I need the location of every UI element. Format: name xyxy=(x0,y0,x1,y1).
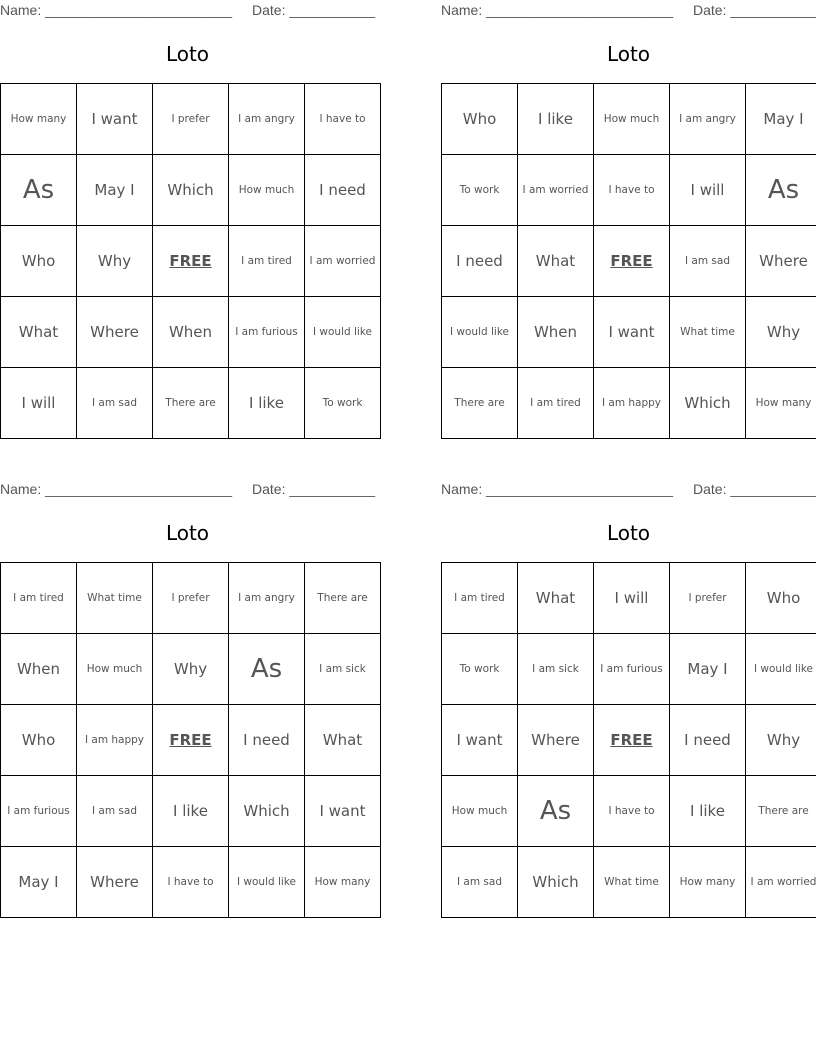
grid-row xyxy=(442,634,816,705)
grid-cell-i-am-furious: I am furious xyxy=(229,297,305,368)
grid-cell-what-time: What time xyxy=(77,563,153,634)
grid-cell-i-am-sad: I am sad xyxy=(77,776,153,847)
card-header xyxy=(0,2,375,20)
name-field-label: Name: ________________________ xyxy=(441,481,673,497)
grid-cell-i-am-worried: I am worried xyxy=(746,847,816,918)
grid-cell-there-are: There are xyxy=(746,776,816,847)
grid-cell-as: As xyxy=(1,155,77,226)
grid-cell-i-like: I like xyxy=(153,776,229,847)
grid-cell-what: What xyxy=(518,563,594,634)
grid-row xyxy=(442,297,816,368)
grid-cell-as: As xyxy=(746,155,816,226)
grid-cell-i-have-to: I have to xyxy=(305,84,381,155)
grid-cell-i-am-sick: I am sick xyxy=(305,634,381,705)
grid-cell-how-many: How many xyxy=(1,84,77,155)
grid-cell-who: Who xyxy=(746,563,816,634)
grid-cell-where: Where xyxy=(518,705,594,776)
grid-cell-i-am-sad: I am sad xyxy=(670,226,746,297)
grid-cell-i-am-sad: I am sad xyxy=(442,847,518,918)
grid-row xyxy=(442,847,816,918)
grid-row xyxy=(1,297,381,368)
grid-cell-why: Why xyxy=(153,634,229,705)
free-space-cell: FREE xyxy=(153,705,229,776)
card-title: Loto xyxy=(165,42,210,66)
free-space-cell: FREE xyxy=(594,705,670,776)
grid-cell-i-prefer: I prefer xyxy=(153,84,229,155)
grid-row xyxy=(1,226,381,297)
card-title: Loto xyxy=(165,521,210,545)
grid-row xyxy=(1,705,381,776)
grid-row xyxy=(1,368,381,439)
grid-cell-i-would-like: I would like xyxy=(746,634,816,705)
date-field-label: Date: ___________ xyxy=(252,2,375,18)
grid-cell-to-work: To work xyxy=(442,634,518,705)
grid-cell-i-am-angry: I am angry xyxy=(670,84,746,155)
date-field-label: Date: ___________ xyxy=(693,2,816,18)
grid-cell-i-will: I will xyxy=(594,563,670,634)
grid-cell-i-will: I will xyxy=(670,155,746,226)
grid-row xyxy=(1,155,381,226)
card-title: Loto xyxy=(606,42,651,66)
grid-cell-i-am-angry: I am angry xyxy=(229,84,305,155)
grid-cell-i-need: I need xyxy=(670,705,746,776)
grid-cell-i-would-like: I would like xyxy=(305,297,381,368)
grid-cell-may-i: May I xyxy=(77,155,153,226)
grid-cell-i-am-tired: I am tired xyxy=(442,563,518,634)
grid-cell-i-am-sick: I am sick xyxy=(518,634,594,705)
grid-cell-i-want: I want xyxy=(305,776,381,847)
grid-cell-i-want: I want xyxy=(77,84,153,155)
grid-cell-i-have-to: I have to xyxy=(594,776,670,847)
grid-cell-i-am-tired: I am tired xyxy=(229,226,305,297)
grid-cell-where: Where xyxy=(746,226,816,297)
name-field-label: Name: ________________________ xyxy=(0,481,232,497)
grid-cell-where: Where xyxy=(77,297,153,368)
grid-cell-may-i: May I xyxy=(670,634,746,705)
grid-cell-i-am-tired: I am tired xyxy=(1,563,77,634)
card-header xyxy=(0,481,375,499)
grid-cell-which: Which xyxy=(229,776,305,847)
grid-row xyxy=(442,84,816,155)
name-field-label: Name: ________________________ xyxy=(0,2,232,18)
grid-cell-i-am-happy: I am happy xyxy=(594,368,670,439)
grid-cell-i-like: I like xyxy=(229,368,305,439)
grid-row xyxy=(442,226,816,297)
grid-cell-i-prefer: I prefer xyxy=(670,563,746,634)
grid-cell-i-will: I will xyxy=(1,368,77,439)
grid-cell-i-am-worried: I am worried xyxy=(305,226,381,297)
date-field-label: Date: ___________ xyxy=(693,481,816,497)
grid-cell-how-much: How much xyxy=(229,155,305,226)
grid-cell-how-many: How many xyxy=(670,847,746,918)
grid-cell-how-much: How much xyxy=(594,84,670,155)
name-field-label: Name: ________________________ xyxy=(441,2,673,18)
grid-cell-how-many: How many xyxy=(305,847,381,918)
bingo-grid xyxy=(441,83,816,439)
grid-row xyxy=(1,847,381,918)
grid-cell-i-am-angry: I am angry xyxy=(229,563,305,634)
grid-cell-who: Who xyxy=(1,226,77,297)
grid-cell-how-many: How many xyxy=(746,368,816,439)
grid-cell-which: Which xyxy=(518,847,594,918)
grid-row xyxy=(442,563,816,634)
grid-cell-which: Which xyxy=(670,368,746,439)
grid-cell-i-prefer: I prefer xyxy=(153,563,229,634)
bingo-grid xyxy=(0,83,381,439)
grid-cell-i-need: I need xyxy=(229,705,305,776)
grid-cell-i-have-to: I have to xyxy=(153,847,229,918)
grid-cell-which: Which xyxy=(153,155,229,226)
grid-cell-why: Why xyxy=(746,705,816,776)
grid-cell-who: Who xyxy=(1,705,77,776)
grid-row xyxy=(442,368,816,439)
grid-cell-i-want: I want xyxy=(442,705,518,776)
grid-cell-what: What xyxy=(1,297,77,368)
grid-cell-when: When xyxy=(1,634,77,705)
grid-cell-what-time: What time xyxy=(594,847,670,918)
grid-cell-may-i: May I xyxy=(746,84,816,155)
bingo-grid xyxy=(441,562,816,918)
grid-cell-i-like: I like xyxy=(518,84,594,155)
grid-cell-i-am-happy: I am happy xyxy=(77,705,153,776)
grid-cell-what: What xyxy=(518,226,594,297)
grid-cell-i-need: I need xyxy=(442,226,518,297)
card-header xyxy=(441,2,816,20)
grid-cell-i-have-to: I have to xyxy=(594,155,670,226)
bingo-grid xyxy=(0,562,381,918)
grid-cell-i-am-sad: I am sad xyxy=(77,368,153,439)
grid-cell-when: When xyxy=(518,297,594,368)
grid-cell-i-like: I like xyxy=(670,776,746,847)
grid-cell-i-am-furious: I am furious xyxy=(1,776,77,847)
grid-row xyxy=(1,563,381,634)
grid-cell-as: As xyxy=(518,776,594,847)
grid-cell-i-want: I want xyxy=(594,297,670,368)
grid-cell-what: What xyxy=(305,705,381,776)
grid-cell-i-am-furious: I am furious xyxy=(594,634,670,705)
free-space-cell: FREE xyxy=(153,226,229,297)
grid-cell-there-are: There are xyxy=(153,368,229,439)
grid-cell-as: As xyxy=(229,634,305,705)
grid-cell-why: Why xyxy=(77,226,153,297)
grid-cell-may-i: May I xyxy=(1,847,77,918)
date-field-label: Date: ___________ xyxy=(252,481,375,497)
grid-cell-i-am-tired: I am tired xyxy=(518,368,594,439)
grid-row xyxy=(442,705,816,776)
grid-cell-how-much: How much xyxy=(442,776,518,847)
grid-cell-i-would-like: I would like xyxy=(442,297,518,368)
grid-cell-when: When xyxy=(153,297,229,368)
grid-row xyxy=(1,776,381,847)
grid-cell-to-work: To work xyxy=(442,155,518,226)
grid-cell-who: Who xyxy=(442,84,518,155)
grid-row xyxy=(442,155,816,226)
grid-cell-i-would-like: I would like xyxy=(229,847,305,918)
grid-cell-how-much: How much xyxy=(77,634,153,705)
grid-cell-i-am-worried: I am worried xyxy=(518,155,594,226)
grid-cell-where: Where xyxy=(77,847,153,918)
grid-row xyxy=(1,84,381,155)
grid-row xyxy=(442,776,816,847)
grid-cell-there-are: There are xyxy=(442,368,518,439)
free-space-cell: FREE xyxy=(594,226,670,297)
grid-row xyxy=(1,634,381,705)
grid-cell-what-time: What time xyxy=(670,297,746,368)
card-title: Loto xyxy=(606,521,651,545)
grid-cell-i-need: I need xyxy=(305,155,381,226)
grid-cell-to-work: To work xyxy=(305,368,381,439)
grid-cell-there-are: There are xyxy=(305,563,381,634)
grid-cell-why: Why xyxy=(746,297,816,368)
card-header xyxy=(441,481,816,499)
